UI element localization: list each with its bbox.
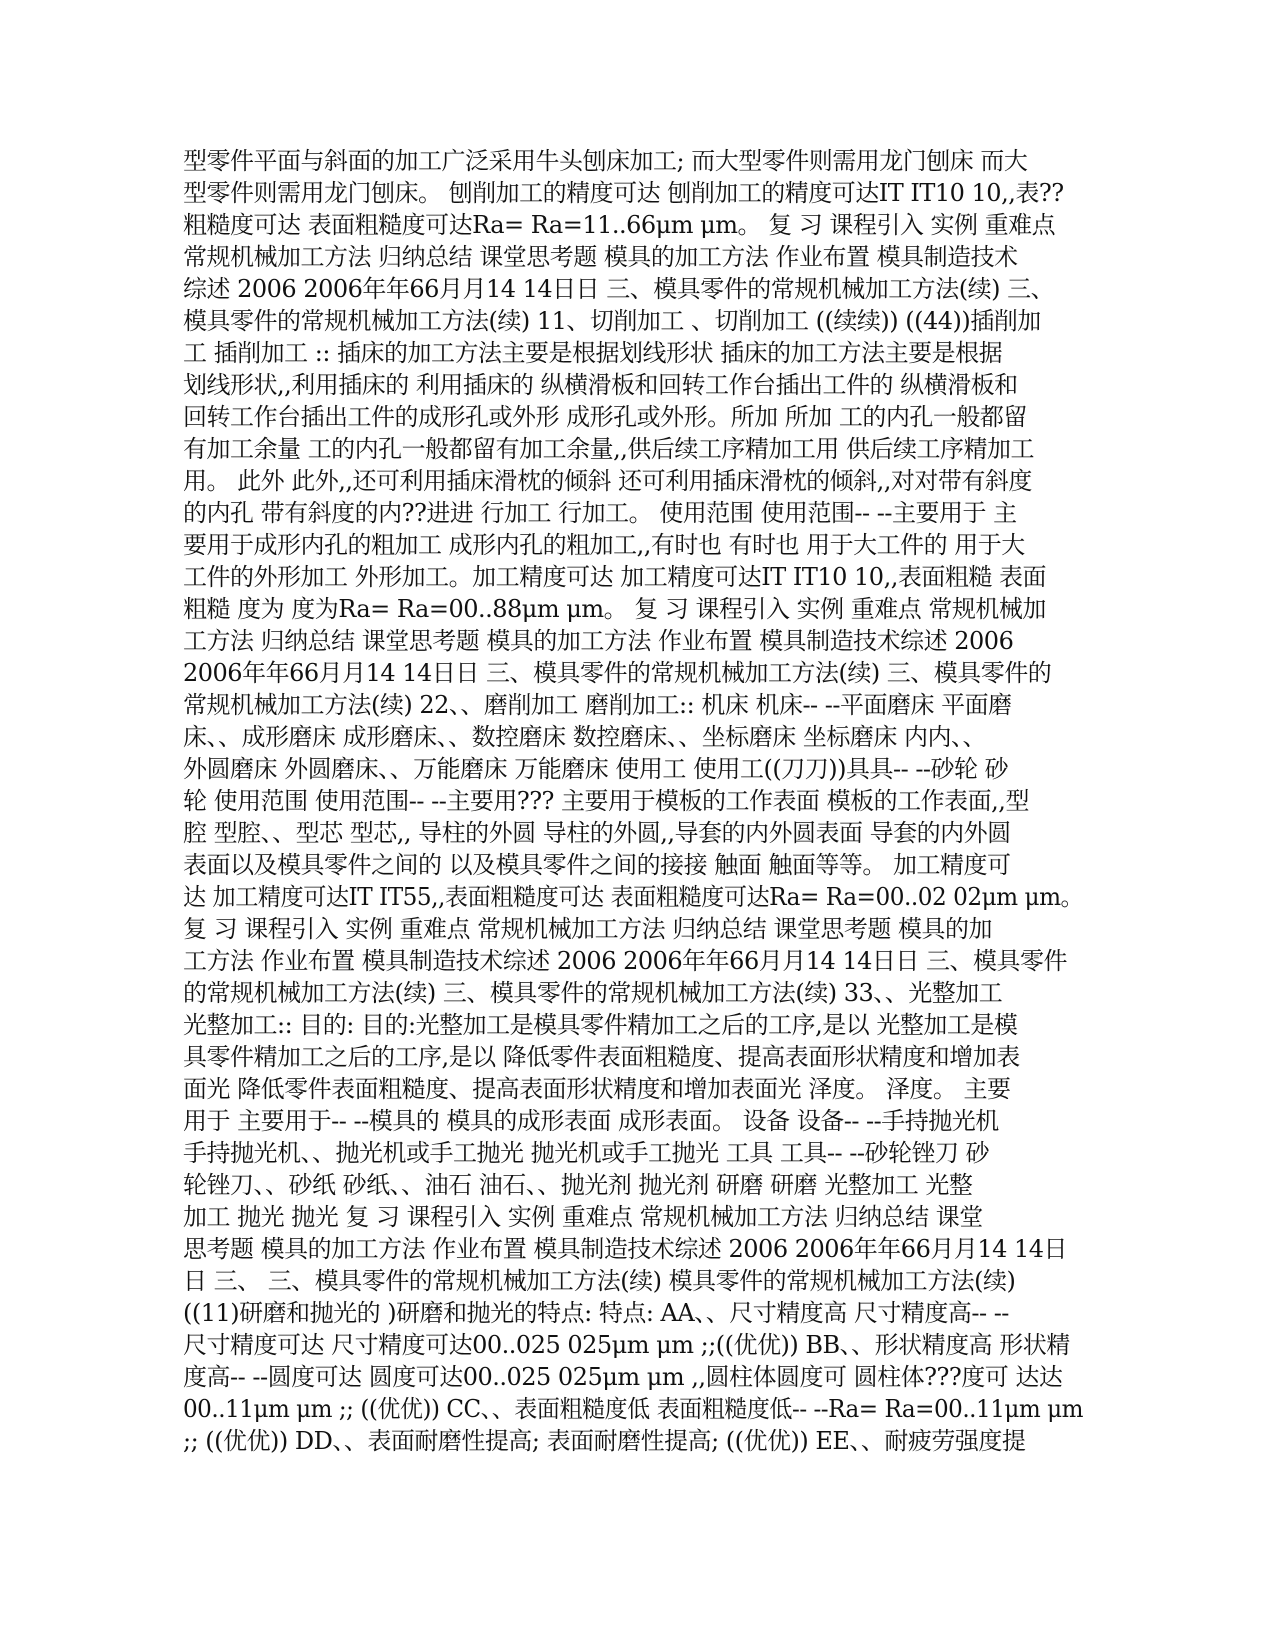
text-line: 的常规机械加工方法(续) 三、模具零件的常规机械加工方法(续) 33、、光整加工 <box>183 979 1003 1007</box>
text-line: 手持抛光机、、抛光机或手工抛光 抛光机或手工抛光 工具 工具-- --砂轮锉刀 砂 <box>183 1139 990 1167</box>
text-line: 表面以及模具零件之间的 以及模具零件之间的接接 触面 触面等等。 加工精度可 <box>183 851 1011 879</box>
body-text <box>183 145 1083 1457</box>
text-line: 工方法 归纳总结 课堂思考题 模具的加工方法 作业布置 模具制造技术综述 2006 <box>183 627 1014 655</box>
text-line: 面光 降低零件表面粗糙度、提高表面形状精度和增加表面光 泽度。 泽度。 主要 <box>183 1075 1011 1103</box>
text-line: 达 加工精度可达IT IT55,,表面粗糙度可达 表面粗糙度可达Ra= Ra=00..02 02μm μm。 <box>183 883 1084 911</box>
text-line: 轮锉刀、、砂纸 砂纸、、油石 油石、、抛光剂 抛光剂 研磨 研磨 光整加工 光整 <box>183 1171 973 1199</box>
text-line: 型零件则需用龙门刨床。 刨削加工的精度可达 刨削加工的精度可达IT IT10 10,,表?? <box>183 179 1064 207</box>
text-line: 用于 主要用于-- --模具的 模具的成形表面 成形表面。 设备 设备-- --手持抛光机 <box>183 1107 999 1135</box>
text-line: ;; ((优优)) DD、、表面耐磨性提高; 表面耐磨性提高; ((优优)) EE、、耐疲劳强度提 <box>183 1427 1026 1455</box>
text-line: 加工 抛光 抛光 复 习 课程引入 实例 重难点 常规机械加工方法 归纳总结 课堂 <box>183 1203 983 1231</box>
text-line: 模具零件的常规机械加工方法(续) 11、切削加工 、切削加工 ((续续)) ((44))插削加 <box>183 307 1041 335</box>
text-line: 的内孔 带有斜度的内??进进 行加工 行加工。 使用范围 使用范围-- --主要用于 主 <box>183 499 1017 527</box>
text-line: 尺寸精度可达 尺寸精度可达00..025 025μm μm ;;((优优)) BB、、形状精度高 形状精 <box>183 1331 1070 1359</box>
text-line: 床、、成形磨床 成形磨床、、数控磨床 数控磨床、、坐标磨床 坐标磨床 内内、、 <box>183 723 987 751</box>
text-line: 常规机械加工方法 归纳总结 课堂思考题 模具的加工方法 作业布置 模具制造技术 <box>183 243 1018 271</box>
text-line: 要用于成形内孔的粗加工 成形内孔的粗加工,,有时也 有时也 用于大工件的 用于大 <box>183 531 1025 559</box>
text-line: 划线形状,,利用插床的 利用插床的 纵横滑板和回转工作台插出工件的 纵横滑板和 <box>183 371 1018 399</box>
text-line: 光整加工:: 目的: 目的:光整加工是模具零件精加工之后的工序,是以 光整加工是模 <box>183 1011 1018 1039</box>
text-line: 度高-- --圆度可达 圆度可达00..025 025μm μm ,,圆柱体圆度可 圆柱体???度可 达达 <box>183 1363 1063 1391</box>
text-line: ((11)研磨和抛光的 )研磨和抛光的特点: 特点: AA、、尺寸精度高 尺寸精度高-- -- <box>183 1299 1009 1327</box>
text-line: 型零件平面与斜面的加工广泛采用牛头刨床加工; 而大型零件则需用龙门刨床 而大 <box>183 147 1028 175</box>
text-line: 工件的外形加工 外形加工。加工精度可达 加工精度可达IT IT10 10,,表面粗糙 表面 <box>183 563 1046 591</box>
text-line: 腔 型腔、、型芯 型芯,, 导柱的外圆 导柱的外圆,,导套的内外圆表面 导套的内外圆 <box>183 819 1011 847</box>
text-line: 用。 此外 此外,,还可利用插床滑枕的倾斜 还可利用插床滑枕的倾斜,,对对带有斜度 <box>183 467 1032 495</box>
text-line: 00..11μm μm ;; ((优优)) CC、、表面粗糙度低 表面粗糙度低-- --Ra= Ra=00..11μm μm <box>183 1395 1083 1423</box>
text-line: 具零件精加工之后的工序,是以 降低零件表面粗糙度、提高表面形状精度和增加表 <box>183 1043 1020 1071</box>
text-line: 综述 2006 2006年年66月月14 14日日 三、模具零件的常规机械加工方法(续) 三、 <box>183 275 1055 303</box>
text-line: 有加工余量 工的内孔一般都留有加工余量,,供后续工序精加工用 供后续工序精加工 <box>183 435 1035 463</box>
text-line: 粗糙 度为 度为Ra= Ra=00..88μm μm。 复 习 课程引入 实例 重难点 常规机械加 <box>183 595 1046 623</box>
text-line: 工 插削加工 :: 插床的加工方法主要是根据划线形状 插床的加工方法主要是根据 <box>183 339 1003 367</box>
text-line: 回转工作台插出工件的成形孔或外形 成形孔或外形。所加 所加 工的内孔一般都留 <box>183 403 1027 431</box>
text-line: 工方法 作业布置 模具制造技术综述 2006 2006年年66月月14 14日日 三、模具零件 <box>183 947 1068 975</box>
text-line: 2006年年66月月14 14日日 三、模具零件的常规机械加工方法(续) 三、模具零件的 <box>183 659 1052 687</box>
text-line: 复 习 课程引入 实例 重难点 常规机械加工方法 归纳总结 课堂思考题 模具的加 <box>183 915 993 943</box>
text-line: 常规机械加工方法(续) 22、、磨削加工 磨削加工:: 机床 机床-- --平面磨床 平面磨 <box>183 691 1012 719</box>
text-line: 思考题 模具的加工方法 作业布置 模具制造技术综述 2006 2006年年66月月14 14日 <box>183 1235 1068 1263</box>
text-line: 粗糙度可达 表面粗糙度可达Ra= Ra=11..66μm μm。 复 习 课程引入 实例 重难点 <box>183 211 1056 239</box>
text-line: 外圆磨床 外圆磨床、、万能磨床 万能磨床 使用工 使用工((刀刀))具具-- --砂轮 砂 <box>183 755 1009 783</box>
text-line: 轮 使用范围 使用范围-- --主要用??? 主要用于模板的工作表面 模板的工作表面,,型 <box>183 787 1029 815</box>
text-line: 日 三、 三、模具零件的常规机械加工方法(续) 模具零件的常规机械加工方法(续) <box>183 1267 1016 1295</box>
